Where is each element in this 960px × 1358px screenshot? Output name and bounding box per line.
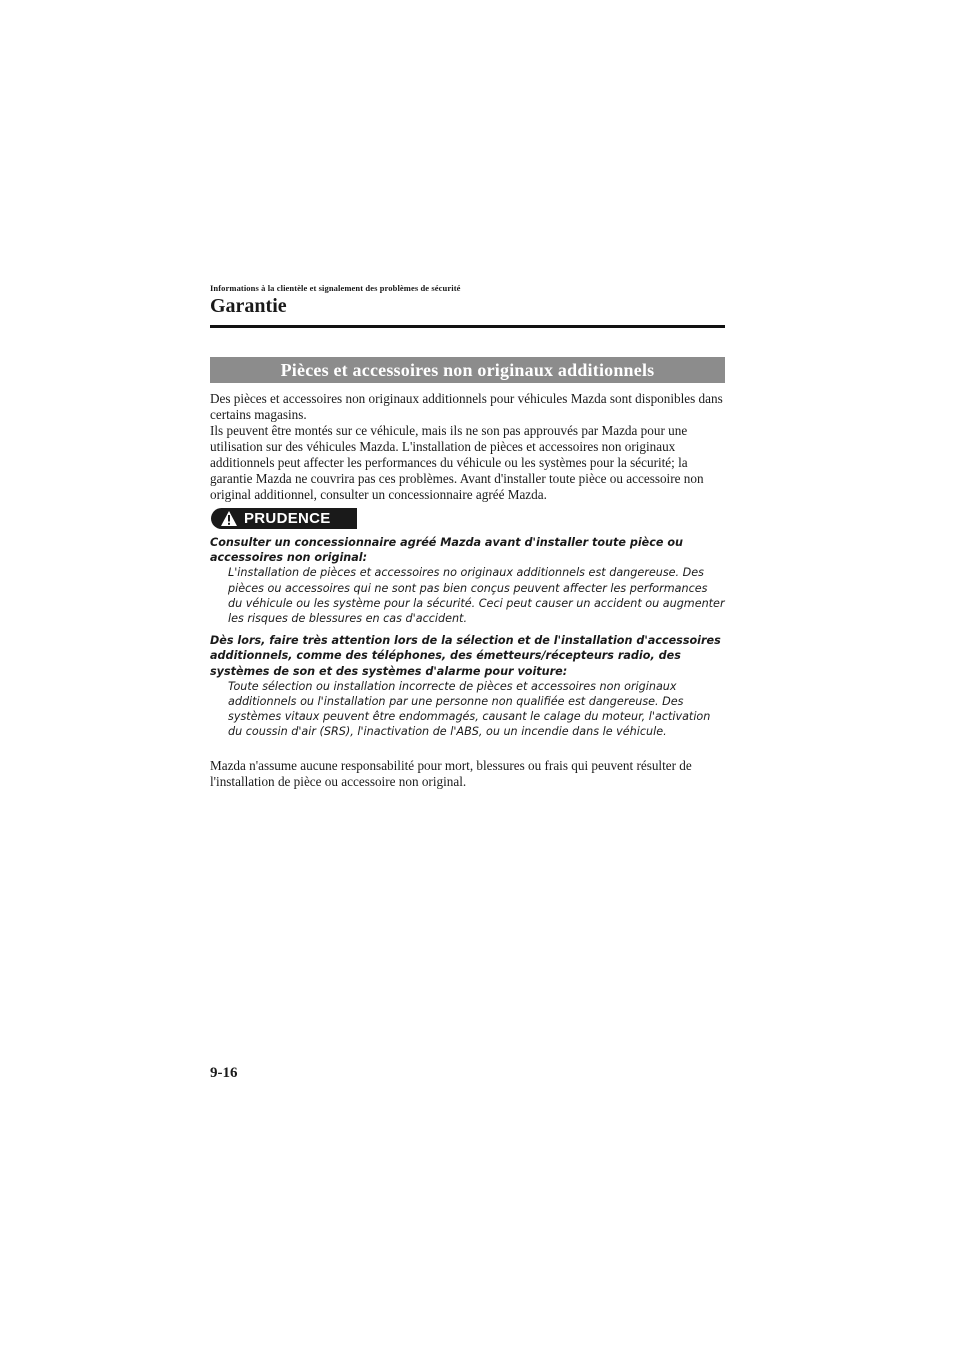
prudence-label: PRUDENCE [244,510,331,527]
intro-text [210,391,725,503]
closing-paragraph: Mazda n'assume aucune responsabilité pour mort, blessures ou frais qui peuvent résulter de l'installation de pièce ou accessoire non original. [210,758,692,789]
prudence-badge [211,508,357,529]
intro-paragraph: Des pièces et accessoires non originaux additionnels pour véhicules Mazda sont disponibles dans certains magasins. [210,391,723,422]
caution-block [210,535,725,747]
caution-detail: Toute sélection ou installation incorrecte de pièces et accessoires non originaux additionnels ou l'installation par une personne non qualifiée est dangereuse. Des systèmes vitaux peuvent être endommagés, causant le calage du moteur, l'activation du coussin d'air (SRS), l'inactivation de l'ABS, ou un incendie dans le véhicule. [228,679,711,739]
closing-text [210,758,725,790]
page-number: 9-16 [210,1065,238,1081]
caution-lead: Dès lors, faire très attention lors de la sélection et de l'installation d'accessoires additionnels, comme des téléphones, des émetteurs/récepteurs radio, des systèmes de son et des systèmes d'alarme pour voiture: [210,634,721,678]
intro-paragraph: Ils peuvent être montés sur ce véhicule, mais ils ne son pas approuvés par Mazda pour une utilisation sur des véhicules Mazda. L'installation de pièces et accessoires non originaux additionnels peut affecter les performances du véhicule ou les systèmes pour la sécurité; la garantie Mazda ne couvrira pas ces problèmes. Avant d'installer toute pièce ou accessoire non original additionnel, consulter un concessionnaire agréé Mazda. [210,423,704,502]
chapter-title: Garantie [210,295,287,317]
warning-triangle-icon [220,510,238,527]
section-title: Pièces et accessoires non originaux additionnels [210,357,725,383]
running-head: Informations à la clientèle et signalement des problèmes de sécurité [210,283,461,293]
manual-page [210,0,725,1358]
title-rule [210,325,725,328]
caution-lead: Consulter un concessionnaire agréé Mazda avant d'installer toute pièce ou accessoires non original: [210,536,684,565]
caution-detail: L'installation de pièces et accessoires no originaux additionnels est dangereuse. Des pièces ou accessoires qui ne sont pas bien conçus peuvent affecter les performances du véhicule ou les système pour la sécurité. Ceci peut causer un accident ou augmenter les risques de blessures en cas d'accident. [228,566,725,626]
